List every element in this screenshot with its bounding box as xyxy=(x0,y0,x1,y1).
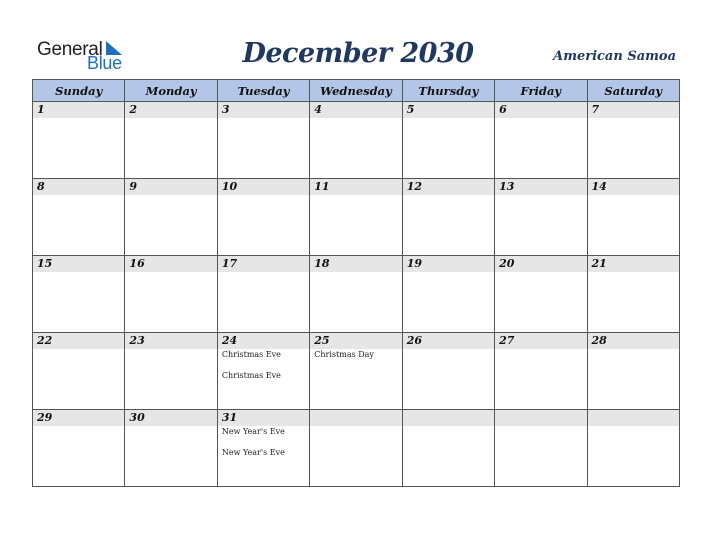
day-cell xyxy=(310,410,402,487)
day-cell xyxy=(33,179,125,256)
day-cell xyxy=(310,333,402,410)
logo-text-blue: Blue xyxy=(87,53,122,73)
day-cell xyxy=(402,333,494,410)
day-number xyxy=(588,410,679,426)
day-number: 11 xyxy=(310,179,401,195)
day-number: 3 xyxy=(218,102,309,118)
day-number: 6 xyxy=(495,102,586,118)
day-number: 14 xyxy=(588,179,679,195)
day-number: 24 xyxy=(218,333,309,349)
page-title: December 2030 xyxy=(242,38,474,69)
week-row xyxy=(33,102,680,179)
day-cell xyxy=(495,256,587,333)
day-number: 16 xyxy=(125,256,216,272)
day-number: 23 xyxy=(125,333,216,349)
day-number: 2 xyxy=(125,102,216,118)
weekday-tuesday: Tuesday xyxy=(217,80,309,102)
day-number: 5 xyxy=(403,102,494,118)
day-cell xyxy=(587,410,679,487)
day-number: 17 xyxy=(218,256,309,272)
day-cell xyxy=(217,410,309,487)
day-cell xyxy=(33,333,125,410)
day-cell xyxy=(495,102,587,179)
day-cell xyxy=(125,333,217,410)
holiday-event: Christmas Eve xyxy=(221,371,281,380)
day-cell xyxy=(217,102,309,179)
holiday-event: New Year's Eve xyxy=(221,448,285,457)
day-cell xyxy=(402,410,494,487)
weekday-header-row xyxy=(33,80,680,102)
day-cell xyxy=(125,410,217,487)
weekday-monday: Monday xyxy=(125,80,217,102)
day-number: 4 xyxy=(310,102,401,118)
day-number: 15 xyxy=(33,256,124,272)
week-row xyxy=(33,256,680,333)
day-cell xyxy=(587,333,679,410)
day-cell xyxy=(587,256,679,333)
day-cell xyxy=(495,410,587,487)
day-number: 20 xyxy=(495,256,586,272)
day-cell xyxy=(33,256,125,333)
day-number: 27 xyxy=(495,333,586,349)
day-number: 22 xyxy=(33,333,124,349)
day-number: 8 xyxy=(33,179,124,195)
day-number: 28 xyxy=(588,333,679,349)
day-number: 7 xyxy=(588,102,679,118)
day-number: 12 xyxy=(403,179,494,195)
day-cell xyxy=(125,179,217,256)
day-cell xyxy=(217,333,309,410)
day-number: 29 xyxy=(33,410,124,426)
weekday-thursday: Thursday xyxy=(402,80,494,102)
day-number: 30 xyxy=(125,410,216,426)
calendar-grid xyxy=(32,79,680,487)
weekday-sunday: Sunday xyxy=(33,80,125,102)
day-cell xyxy=(310,102,402,179)
region-label: American Samoa xyxy=(553,49,676,64)
day-cell xyxy=(310,256,402,333)
weekday-wednesday: Wednesday xyxy=(310,80,402,102)
day-number: 19 xyxy=(403,256,494,272)
day-cell xyxy=(33,410,125,487)
weekday-friday: Friday xyxy=(495,80,587,102)
week-row xyxy=(33,179,680,256)
day-number: 13 xyxy=(495,179,586,195)
day-cell xyxy=(402,102,494,179)
day-cell xyxy=(402,256,494,333)
logo xyxy=(37,39,137,75)
day-cell xyxy=(402,179,494,256)
day-number: 31 xyxy=(218,410,309,426)
week-row xyxy=(33,410,680,487)
day-number: 10 xyxy=(218,179,309,195)
day-cell xyxy=(125,102,217,179)
day-number xyxy=(495,410,586,426)
day-number xyxy=(403,410,494,426)
day-number: 9 xyxy=(125,179,216,195)
holiday-event: New Year's Eve xyxy=(221,427,285,436)
holiday-event: Christmas Eve xyxy=(221,350,281,359)
day-cell xyxy=(587,102,679,179)
day-number: 21 xyxy=(588,256,679,272)
day-number: 26 xyxy=(403,333,494,349)
day-cell xyxy=(495,179,587,256)
day-cell xyxy=(217,256,309,333)
holiday-event: Christmas Day xyxy=(314,350,374,359)
day-cell xyxy=(587,179,679,256)
day-number: 1 xyxy=(33,102,124,118)
logo-text-general: General xyxy=(37,39,103,60)
weekday-saturday: Saturday xyxy=(587,80,679,102)
day-cell xyxy=(217,179,309,256)
day-number: 18 xyxy=(310,256,401,272)
day-cell xyxy=(33,102,125,179)
day-number xyxy=(310,410,401,426)
week-row xyxy=(33,333,680,410)
day-number: 25 xyxy=(310,333,401,349)
day-cell xyxy=(495,333,587,410)
day-cell xyxy=(125,256,217,333)
day-cell xyxy=(310,179,402,256)
